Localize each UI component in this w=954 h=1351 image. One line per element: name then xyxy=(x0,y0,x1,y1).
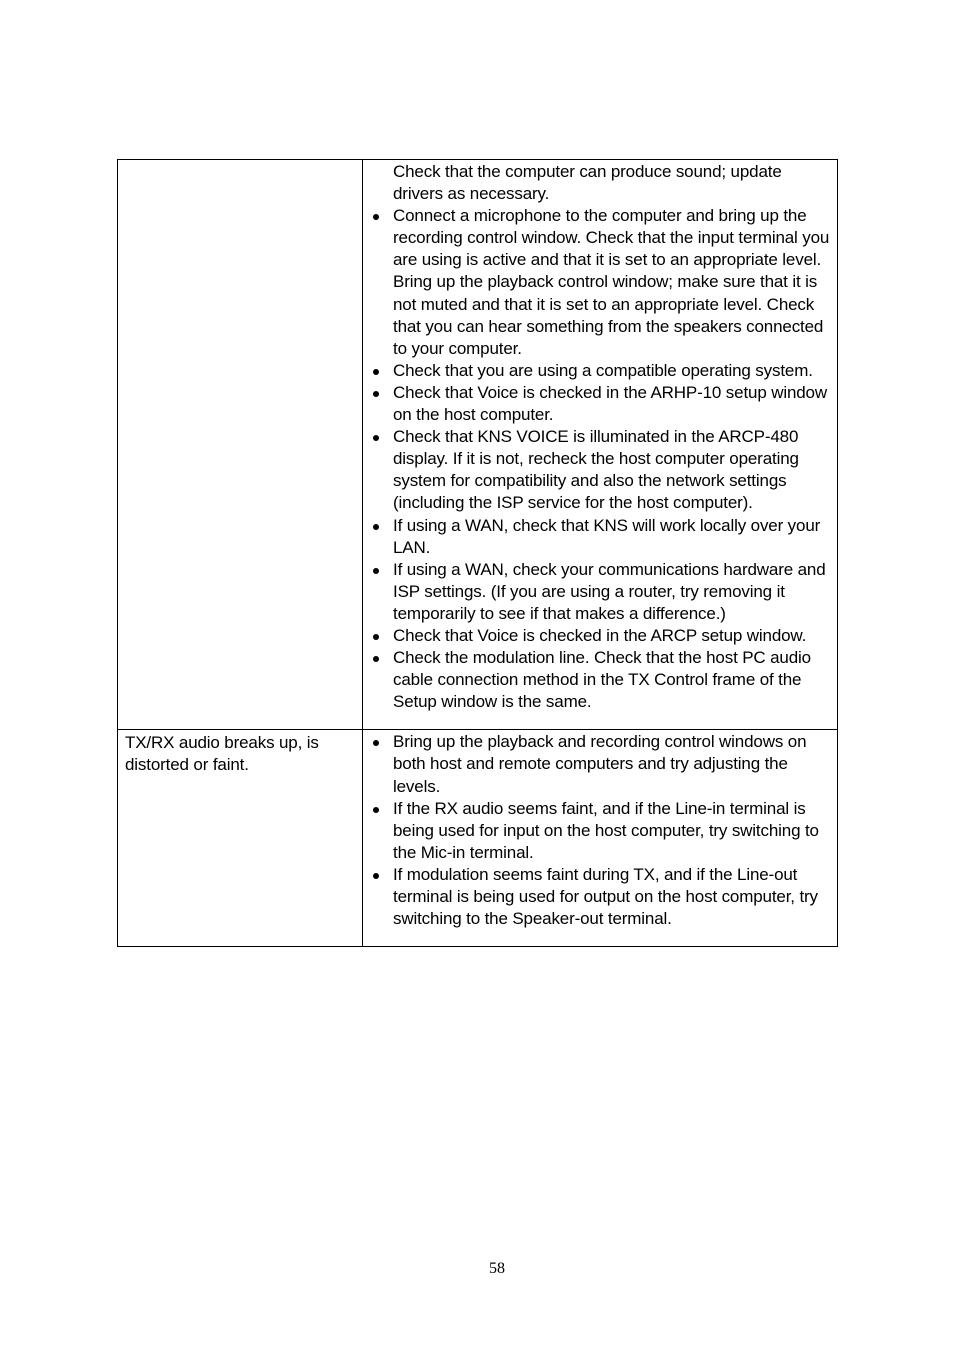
remedy-item: If the RX audio seems faint, and if the Line-in terminal is being used for input on the host computer, try switching to the Mic-in terminal. xyxy=(393,798,831,864)
table-row xyxy=(118,730,838,947)
remedy-item: Check that KNS VOICE is illuminated in the ARCP-480 display. If it is not, recheck the host computer operating system for compatibility and also the network settings (including the ISP service for the host computer). xyxy=(393,426,831,514)
remedy-list xyxy=(393,161,831,713)
remedy-item: Connect a microphone to the computer and bring up the recording control window. Check that the input terminal you are using is active and that it is set to an appropriate level. Bring up the playback control window; make sure that it is not muted and that it is set to an appropriate level. Check that you can hear something from the speakers connected to your computer. xyxy=(393,205,831,360)
remedy-item: Check that you are using a compatible operating system. xyxy=(393,360,831,382)
remedy-item-continued: Check that the computer can produce sound; update drivers as necessary. xyxy=(393,162,782,204)
remedy-item: Bring up the playback and recording control windows on both host and remote computers and try adjusting the levels. xyxy=(393,731,831,797)
page-number: 58 xyxy=(489,1260,505,1277)
remedy-item: If using a WAN, check your communications hardware and ISP settings. (If you are using a router, try removing it temporarily to see if that makes a difference.) xyxy=(393,559,831,625)
remedy-item: Check that Voice is checked in the ARCP setup window. xyxy=(393,625,831,647)
symptom-cell xyxy=(118,160,363,730)
remedy-item: Check that Voice is checked in the ARHP-10 setup window on the host computer. xyxy=(393,382,831,426)
table-row xyxy=(118,160,838,730)
remedy-list xyxy=(393,731,831,930)
troubleshooting-table xyxy=(117,159,838,947)
remedy-item: If modulation seems faint during TX, and if the Line-out terminal is being used for output on the host computer, try switching to the Speaker-out terminal. xyxy=(393,864,831,930)
remedy-item: If using a WAN, check that KNS will work locally over your LAN. xyxy=(393,515,831,559)
remedy-item: Check the modulation line. Check that the host PC audio cable connection method in the TX Control frame of the Setup window is the same. xyxy=(393,647,831,713)
symptom-cell: TX/RX audio breaks up, is distorted or faint. xyxy=(118,730,363,947)
remedy-cell xyxy=(363,160,838,730)
remedy-cell xyxy=(363,730,838,947)
